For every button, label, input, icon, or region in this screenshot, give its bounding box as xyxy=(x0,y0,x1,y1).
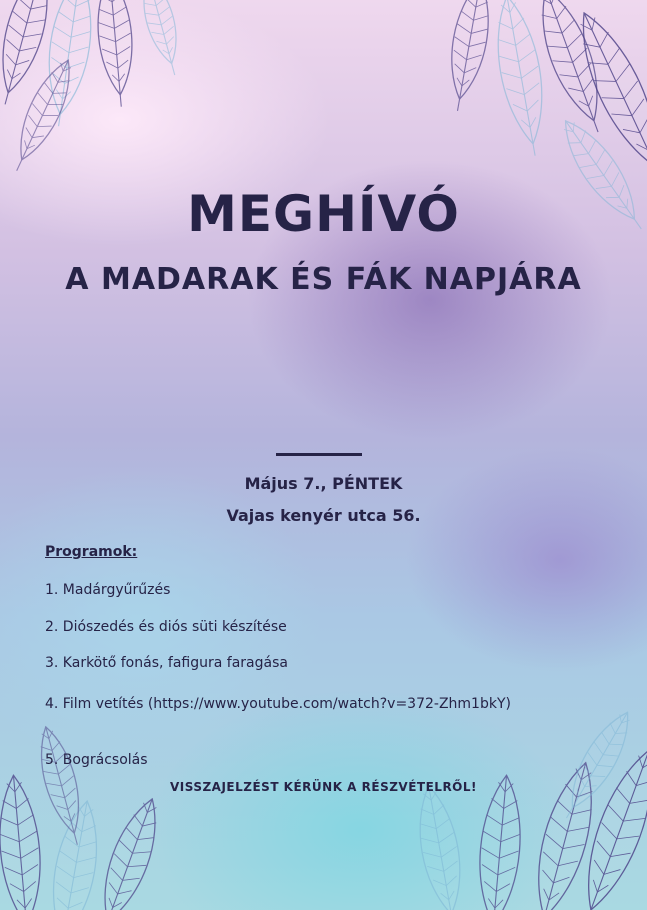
leaf-icon xyxy=(93,0,137,108)
event-date: Május 7., PÉNTEK xyxy=(244,474,403,493)
leaf-icon xyxy=(441,0,496,114)
event-address: Vajas kenyér utca 56. xyxy=(226,506,421,525)
program-item: 2. Diószedés és diós süti készítése xyxy=(45,619,287,635)
leaf-icon xyxy=(411,783,471,910)
invitation-title: MEGHÍVÓ xyxy=(187,185,460,243)
program-item: 5. Bográcsolás xyxy=(45,752,148,768)
leaf-icon xyxy=(473,774,526,910)
leaf-icon xyxy=(135,0,187,79)
rsvp-note: VISSZAJELZÉST KÉRÜNK A RÉSZVÉTELRŐL! xyxy=(169,780,478,794)
program-item-film-link: 4. Film vetítés (https://www.youtube.com/watch?v=372-Zhm1bkY) xyxy=(45,696,511,712)
program-item: 1. Madárgyűrűzés xyxy=(45,582,171,598)
leaf-icon xyxy=(0,774,47,910)
invitation-subtitle: A MADARAK ÉS FÁK NAPJÁRA xyxy=(65,262,582,297)
program-item: 3. Karkötő fonás, fafigura faragása xyxy=(45,655,288,671)
programs-heading: Programok: xyxy=(45,544,138,560)
divider-line xyxy=(276,453,362,456)
leaf-icon xyxy=(87,793,169,910)
